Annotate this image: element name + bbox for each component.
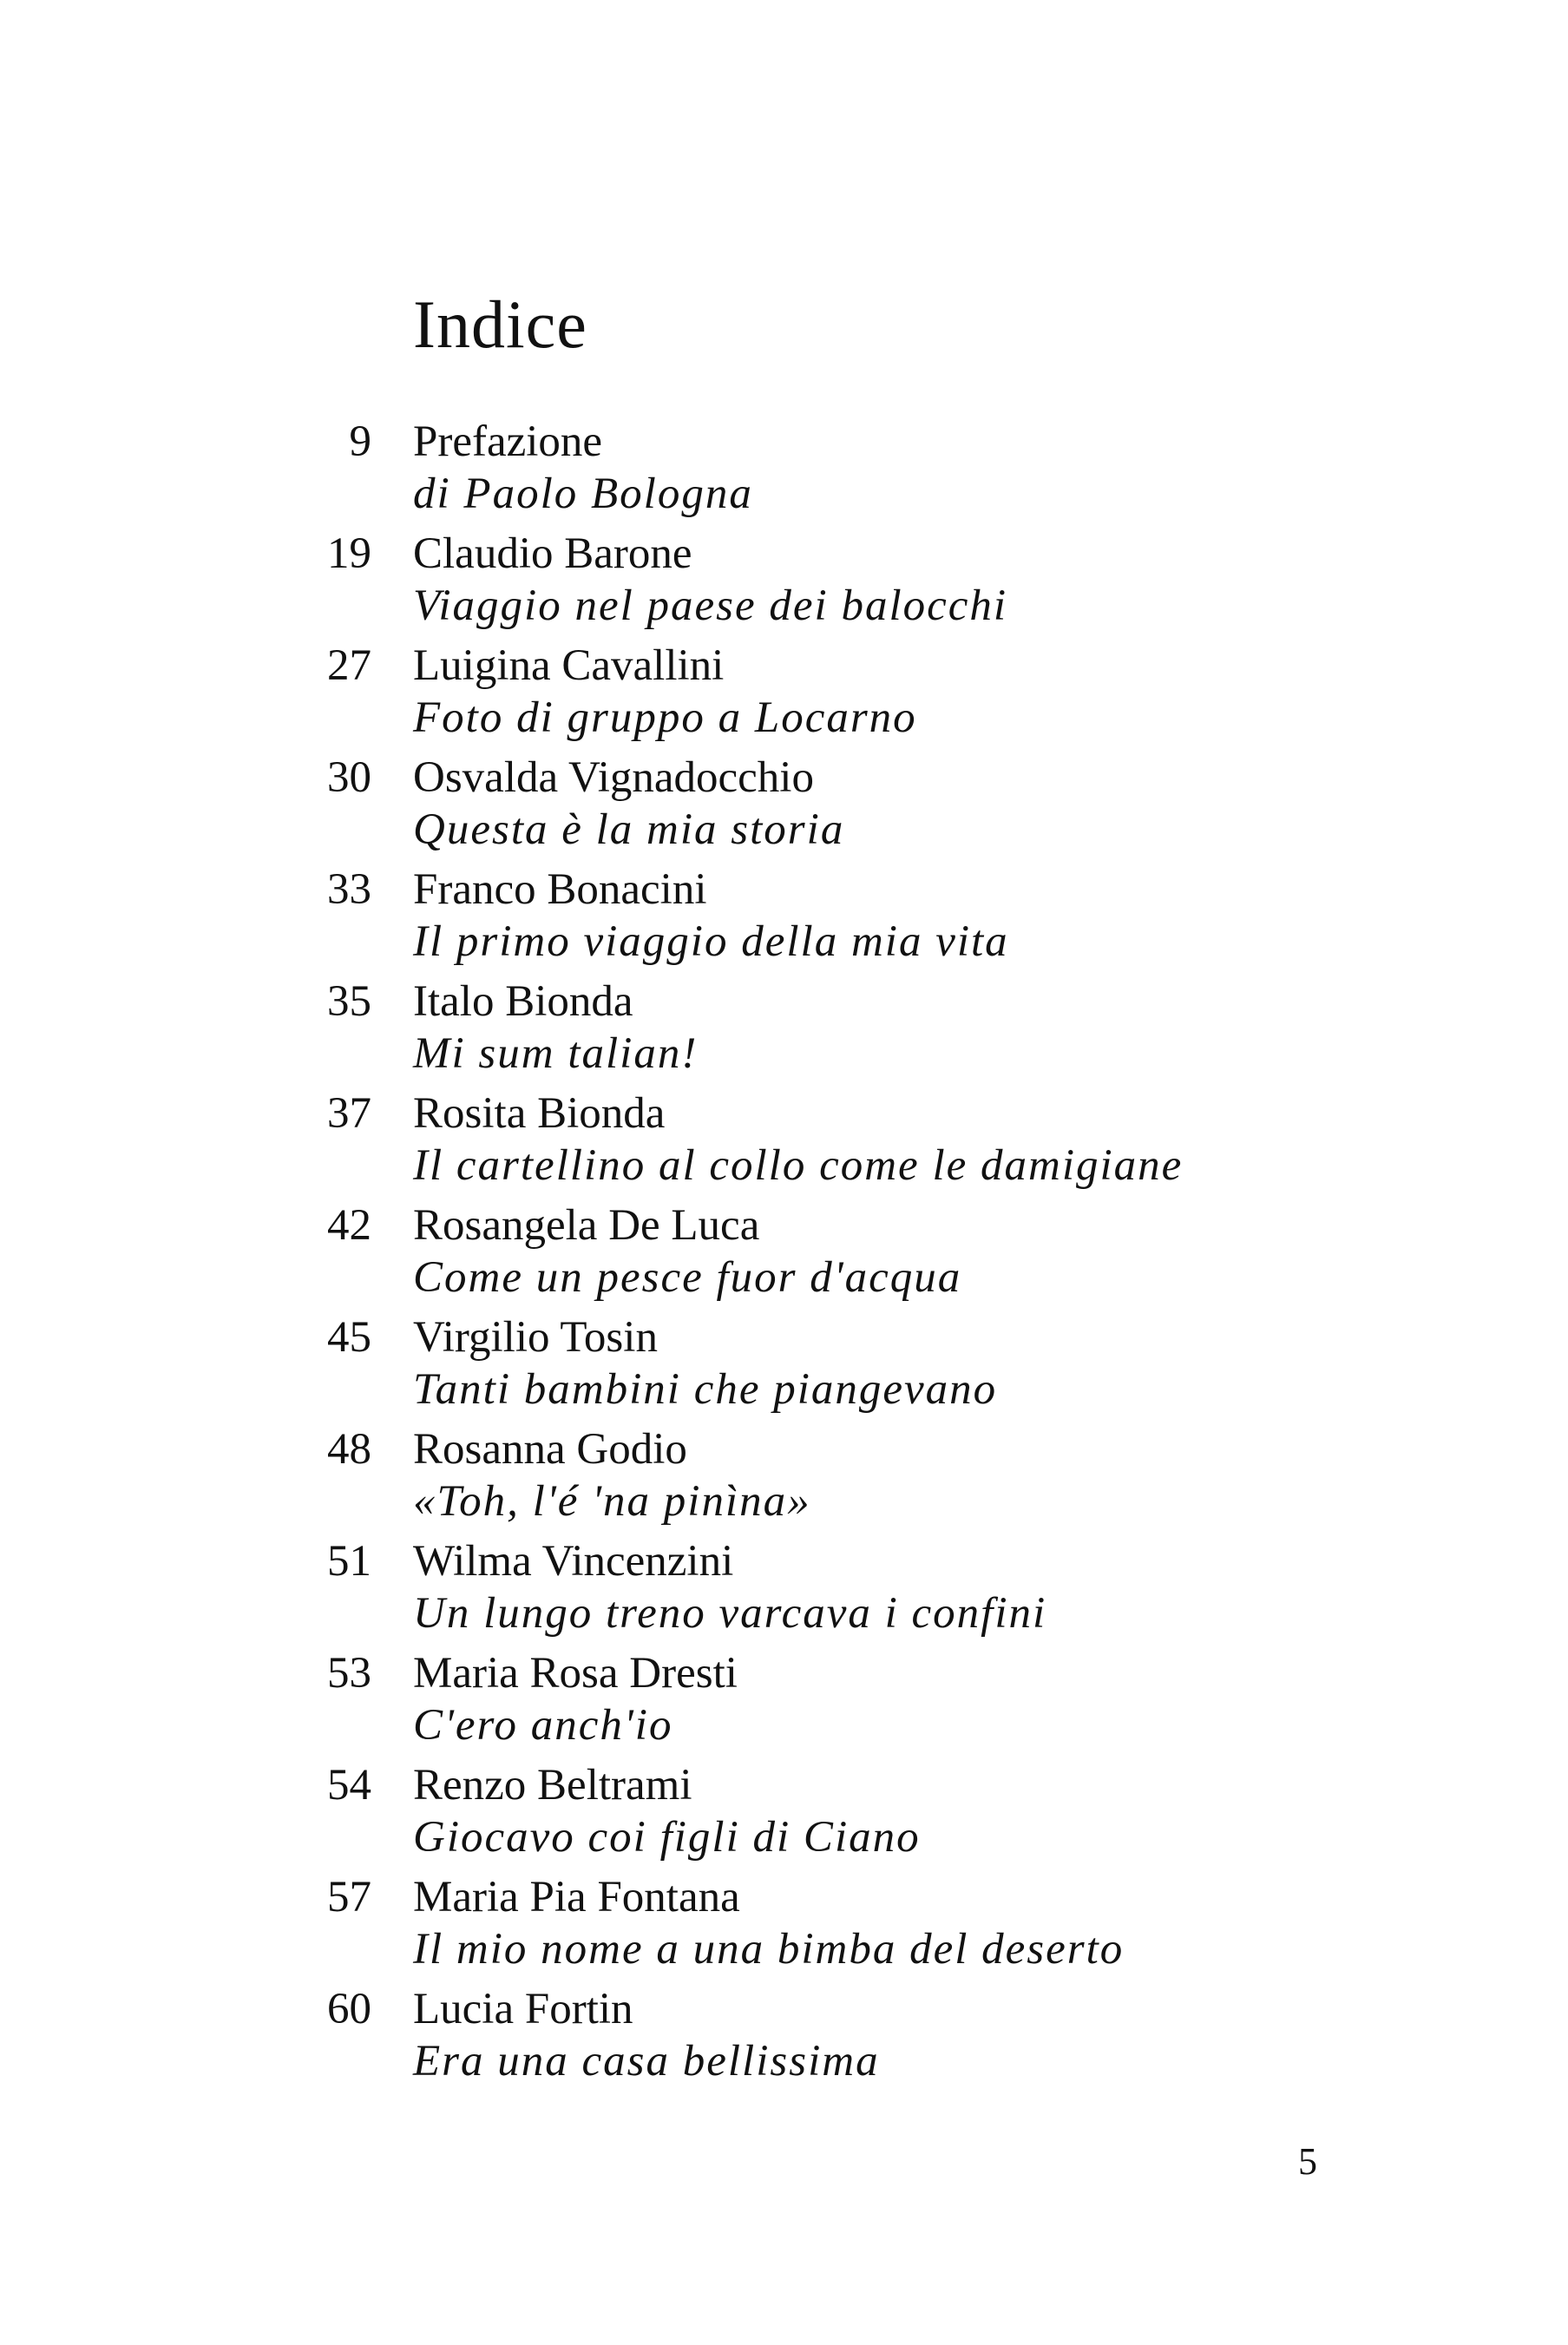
toc-entry — [260, 863, 1388, 975]
entry-author: Italo Bionda — [413, 977, 633, 1026]
entry-title: Come un pesce fuor d'acqua — [413, 1253, 962, 1302]
toc-entry — [260, 1310, 1388, 1422]
table-of-contents — [260, 415, 1388, 2094]
entry-author: Maria Rosa Dresti — [413, 1649, 738, 1698]
entry-page-number: 42 — [327, 1201, 371, 1250]
entry-title: Il primo viaggio della mia vita — [413, 917, 1009, 966]
entry-page-number: 57 — [327, 1873, 371, 1921]
entry-author: Rosanna Godio — [413, 1425, 687, 1474]
entry-page-number: 27 — [327, 641, 371, 690]
page-folio-number: 5 — [1298, 2140, 1317, 2183]
entry-author: Prefazione — [413, 417, 603, 466]
entry-title: Foto di gruppo a Locarno — [413, 693, 917, 742]
toc-entry — [260, 1982, 1388, 2094]
entry-title: di Paolo Bologna — [413, 470, 753, 518]
page-title: Indice — [413, 286, 587, 362]
entry-author: Rosita Bionda — [413, 1089, 666, 1138]
entry-author: Lucia Fortin — [413, 1985, 633, 2033]
entry-title: Viaggio nel paese dei balocchi — [413, 581, 1008, 630]
entry-title: Il cartellino al collo come le damigiane — [413, 1141, 1184, 1190]
entry-page-number: 54 — [327, 1761, 371, 1810]
toc-entry — [260, 751, 1388, 863]
entry-title: «Toh, l'é 'na pinìna» — [413, 1477, 811, 1526]
entry-author: Osvalda Vignadocchio — [413, 753, 814, 802]
entry-author: Claudio Barone — [413, 529, 692, 578]
toc-entry — [260, 639, 1388, 751]
entry-author: Wilma Vincenzini — [413, 1537, 734, 1586]
toc-entry — [260, 415, 1388, 527]
entry-title: Era una casa bellissima — [413, 2037, 880, 2086]
toc-entry — [260, 1534, 1388, 1646]
entry-author: Renzo Beltrami — [413, 1761, 692, 1810]
entry-author: Luigina Cavallini — [413, 641, 725, 690]
toc-entry — [260, 1870, 1388, 1982]
entry-page-number: 53 — [327, 1649, 371, 1698]
entry-page-number: 9 — [349, 417, 371, 466]
entry-page-number: 19 — [327, 529, 371, 578]
toc-entry — [260, 975, 1388, 1087]
toc-entry — [260, 1758, 1388, 1870]
entry-title: Giocavo coi figli di Ciano — [413, 1813, 921, 1862]
entry-page-number: 33 — [327, 865, 371, 914]
entry-page-number: 60 — [327, 1985, 371, 2033]
entry-page-number: 45 — [327, 1313, 371, 1362]
entry-title: Mi sum talian! — [413, 1029, 699, 1078]
entry-author: Franco Bonacini — [413, 865, 707, 914]
entry-title: Un lungo treno varcava i confini — [413, 1589, 1047, 1638]
toc-entry — [260, 1199, 1388, 1310]
toc-entry — [260, 527, 1388, 639]
toc-entry — [260, 1422, 1388, 1534]
toc-entry — [260, 1087, 1388, 1199]
entry-author: Maria Pia Fontana — [413, 1873, 740, 1921]
entry-title: Il mio nome a una bimba del deserto — [413, 1925, 1125, 1974]
toc-entry — [260, 1646, 1388, 1758]
entry-title: C'ero anch'io — [413, 1701, 673, 1750]
entry-page-number: 30 — [327, 753, 371, 802]
entry-page-number: 37 — [327, 1089, 371, 1138]
entry-author: Virgilio Tosin — [413, 1313, 658, 1362]
entry-author: Rosangela De Luca — [413, 1201, 760, 1250]
entry-page-number: 51 — [327, 1537, 371, 1586]
entry-title: Questa è la mia storia — [413, 805, 845, 854]
entry-page-number: 48 — [327, 1425, 371, 1474]
entry-title: Tanti bambini che piangevano — [413, 1365, 998, 1414]
entry-page-number: 35 — [327, 977, 371, 1026]
